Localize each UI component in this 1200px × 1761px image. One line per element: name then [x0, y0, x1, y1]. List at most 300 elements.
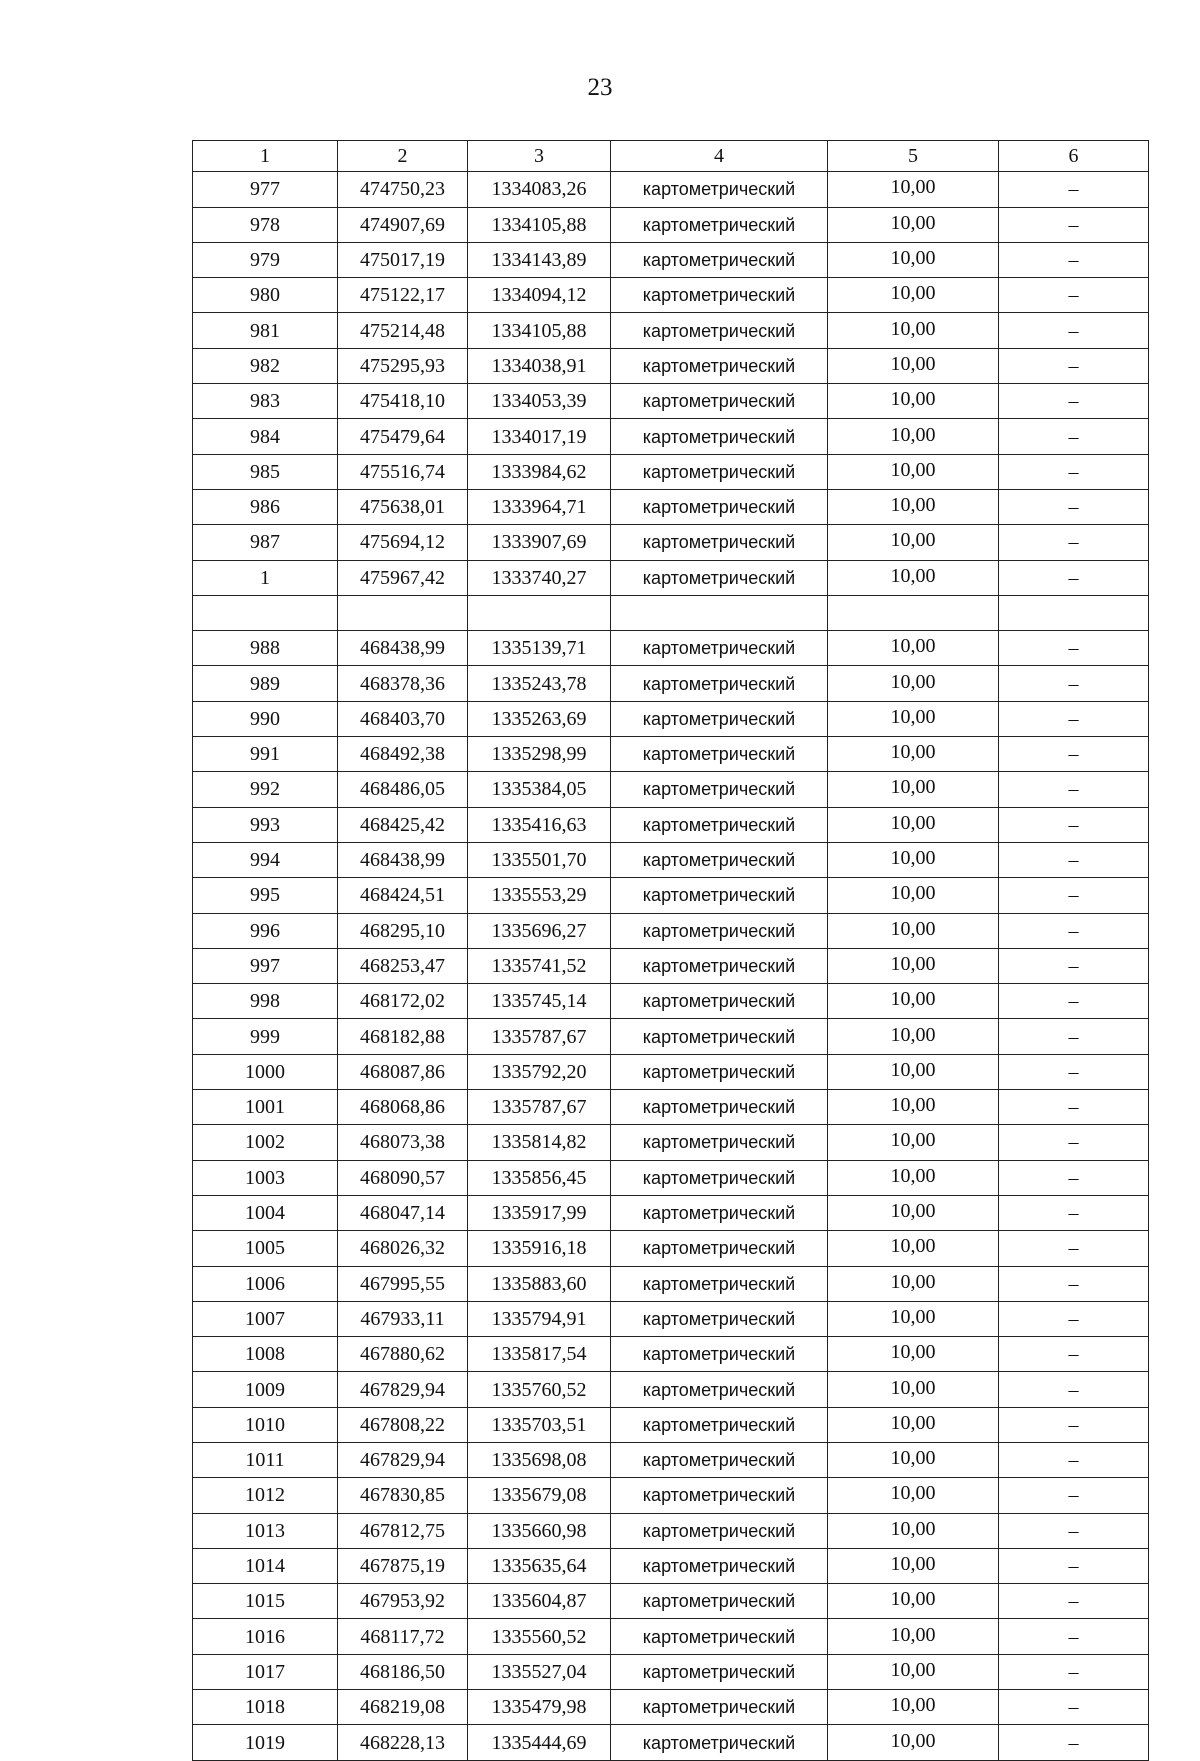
cell-x-coordinate: 468182,88	[338, 1019, 468, 1054]
cell-note: –	[999, 242, 1149, 277]
cell-y-coordinate: 1335660,98	[468, 1513, 611, 1548]
table-row	[193, 1725, 1149, 1760]
table-row	[193, 1019, 1149, 1054]
table-row	[193, 348, 1149, 383]
cell-x-coordinate: 468425,42	[338, 807, 468, 842]
cell-y-coordinate: 1335794,91	[468, 1301, 611, 1336]
cell-x-coordinate: 467995,55	[338, 1266, 468, 1301]
cell-accuracy: 10,00	[828, 1725, 999, 1760]
cell-method: картометрический	[611, 842, 828, 877]
cell-accuracy: 10,00	[828, 1301, 999, 1336]
column-header-method: 4	[611, 141, 828, 172]
cell-note: –	[999, 313, 1149, 348]
cell-x-coordinate	[338, 595, 468, 630]
table-row	[193, 384, 1149, 419]
cell-note: –	[999, 1231, 1149, 1266]
cell-x-coordinate: 468047,14	[338, 1195, 468, 1230]
cell-y-coordinate: 1335787,67	[468, 1090, 611, 1125]
cell-method: картометрический	[611, 984, 828, 1019]
cell-point-number: 1018	[193, 1690, 338, 1725]
cell-note: –	[999, 913, 1149, 948]
table-row	[193, 1654, 1149, 1689]
table-row	[193, 1195, 1149, 1230]
cell-accuracy: 10,00	[828, 666, 999, 701]
table-row	[193, 1442, 1149, 1477]
cell-x-coordinate: 468219,08	[338, 1690, 468, 1725]
cell-y-coordinate: 1334053,39	[468, 384, 611, 419]
cell-method: картометрический	[611, 1725, 828, 1760]
cell-x-coordinate: 468403,70	[338, 701, 468, 736]
cell-method: картометрический	[611, 737, 828, 772]
cell-method: картометрический	[611, 1690, 828, 1725]
table-row	[193, 1337, 1149, 1372]
cell-note: –	[999, 207, 1149, 242]
table-row	[193, 278, 1149, 313]
cell-note: –	[999, 560, 1149, 595]
cell-x-coordinate: 475516,74	[338, 454, 468, 489]
table-row	[193, 878, 1149, 913]
cell-y-coordinate: 1335384,05	[468, 772, 611, 807]
cell-y-coordinate: 1335696,27	[468, 913, 611, 948]
table-header-row	[193, 141, 1149, 172]
cell-point-number: 993	[193, 807, 338, 842]
table-row	[193, 1478, 1149, 1513]
table-row	[193, 1054, 1149, 1089]
cell-method: картометрический	[611, 913, 828, 948]
cell-method: картометрический	[611, 807, 828, 842]
cell-y-coordinate: 1335679,08	[468, 1478, 611, 1513]
cell-point-number: 998	[193, 984, 338, 1019]
cell-x-coordinate: 467829,94	[338, 1372, 468, 1407]
cell-x-coordinate: 475694,12	[338, 525, 468, 560]
cell-note: –	[999, 1513, 1149, 1548]
table-row	[193, 666, 1149, 701]
cell-method: картометрический	[611, 313, 828, 348]
cell-accuracy: 10,00	[828, 1090, 999, 1125]
cell-x-coordinate: 468117,72	[338, 1619, 468, 1654]
cell-accuracy: 10,00	[828, 807, 999, 842]
cell-point-number: 1010	[193, 1407, 338, 1442]
cell-method: картометрический	[611, 348, 828, 383]
cell-note: –	[999, 1301, 1149, 1336]
cell-note: –	[999, 1266, 1149, 1301]
cell-point-number: 1016	[193, 1619, 338, 1654]
cell-note: –	[999, 1160, 1149, 1195]
cell-method: картометрический	[611, 207, 828, 242]
cell-point-number: 1007	[193, 1301, 338, 1336]
cell-accuracy: 10,00	[828, 1019, 999, 1054]
cell-x-coordinate: 468090,57	[338, 1160, 468, 1195]
cell-point-number: 1006	[193, 1266, 338, 1301]
cell-method: картометрический	[611, 1160, 828, 1195]
cell-point-number: 980	[193, 278, 338, 313]
cell-accuracy: 10,00	[828, 1407, 999, 1442]
cell-method: картометрический	[611, 172, 828, 207]
cell-x-coordinate: 468486,05	[338, 772, 468, 807]
cell-y-coordinate: 1334105,88	[468, 313, 611, 348]
cell-x-coordinate: 467933,11	[338, 1301, 468, 1336]
cell-accuracy: 10,00	[828, 878, 999, 913]
cell-x-coordinate: 467953,92	[338, 1584, 468, 1619]
table-row	[193, 1372, 1149, 1407]
cell-accuracy: 10,00	[828, 1619, 999, 1654]
cell-y-coordinate: 1335501,70	[468, 842, 611, 877]
cell-method: картометрический	[611, 419, 828, 454]
cell-y-coordinate: 1335787,67	[468, 1019, 611, 1054]
cell-accuracy: 10,00	[828, 419, 999, 454]
cell-y-coordinate: 1335814,82	[468, 1125, 611, 1160]
table-row	[193, 1548, 1149, 1583]
cell-note: –	[999, 1054, 1149, 1089]
cell-note: –	[999, 348, 1149, 383]
cell-y-coordinate: 1335604,87	[468, 1584, 611, 1619]
table-row	[193, 1407, 1149, 1442]
cell-method: картометрический	[611, 878, 828, 913]
table-row	[193, 525, 1149, 560]
cell-point-number: 997	[193, 948, 338, 983]
table-row	[193, 1513, 1149, 1548]
table-row	[193, 807, 1149, 842]
table-row	[193, 913, 1149, 948]
table-row	[193, 560, 1149, 595]
cell-y-coordinate: 1335760,52	[468, 1372, 611, 1407]
cell-note: –	[999, 172, 1149, 207]
cell-method: картометрический	[611, 701, 828, 736]
cell-method: картометрический	[611, 1337, 828, 1372]
coordinates-table	[192, 140, 1149, 1761]
table-row	[193, 419, 1149, 454]
table-row	[193, 172, 1149, 207]
cell-accuracy: 10,00	[828, 1160, 999, 1195]
cell-accuracy: 10,00	[828, 1372, 999, 1407]
cell-x-coordinate: 468295,10	[338, 913, 468, 948]
cell-note: –	[999, 878, 1149, 913]
cell-point-number	[193, 595, 338, 630]
cell-y-coordinate: 1333964,71	[468, 489, 611, 524]
column-header-accuracy: 5	[828, 141, 999, 172]
cell-accuracy: 10,00	[828, 1195, 999, 1230]
cell-y-coordinate: 1335416,63	[468, 807, 611, 842]
cell-y-coordinate: 1334094,12	[468, 278, 611, 313]
cell-note: –	[999, 1584, 1149, 1619]
cell-method: картометрический	[611, 1619, 828, 1654]
cell-x-coordinate: 475122,17	[338, 278, 468, 313]
cell-x-coordinate: 474907,69	[338, 207, 468, 242]
cell-accuracy: 10,00	[828, 701, 999, 736]
table-row	[193, 1690, 1149, 1725]
cell-note: –	[999, 842, 1149, 877]
cell-accuracy: 10,00	[828, 1266, 999, 1301]
cell-accuracy: 10,00	[828, 842, 999, 877]
cell-method: картометрический	[611, 631, 828, 666]
cell-x-coordinate: 475017,19	[338, 242, 468, 277]
cell-point-number: 989	[193, 666, 338, 701]
cell-note: –	[999, 1442, 1149, 1477]
cell-point-number: 991	[193, 737, 338, 772]
cell-y-coordinate: 1335444,69	[468, 1725, 611, 1760]
cell-note: –	[999, 1478, 1149, 1513]
cell-point-number: 1004	[193, 1195, 338, 1230]
cell-accuracy: 10,00	[828, 1654, 999, 1689]
cell-y-coordinate: 1335792,20	[468, 1054, 611, 1089]
table-row	[193, 242, 1149, 277]
cell-point-number: 1	[193, 560, 338, 595]
cell-x-coordinate: 468186,50	[338, 1654, 468, 1689]
cell-accuracy: 10,00	[828, 631, 999, 666]
cell-note: –	[999, 1725, 1149, 1760]
cell-x-coordinate: 467830,85	[338, 1478, 468, 1513]
cell-point-number: 1014	[193, 1548, 338, 1583]
cell-x-coordinate: 475638,01	[338, 489, 468, 524]
column-header-note: 6	[999, 141, 1149, 172]
table-row	[193, 1090, 1149, 1125]
cell-x-coordinate: 475967,42	[338, 560, 468, 595]
cell-point-number: 1001	[193, 1090, 338, 1125]
cell-x-coordinate: 468424,51	[338, 878, 468, 913]
cell-point-number: 1003	[193, 1160, 338, 1195]
cell-method	[611, 595, 828, 630]
cell-accuracy: 10,00	[828, 525, 999, 560]
cell-y-coordinate: 1334105,88	[468, 207, 611, 242]
cell-note	[999, 595, 1149, 630]
cell-point-number: 984	[193, 419, 338, 454]
cell-point-number: 1011	[193, 1442, 338, 1477]
cell-method: картометрический	[611, 1019, 828, 1054]
cell-note: –	[999, 1195, 1149, 1230]
table-row	[193, 1584, 1149, 1619]
cell-x-coordinate: 468438,99	[338, 842, 468, 877]
cell-method: картометрический	[611, 1231, 828, 1266]
cell-method: картометрический	[611, 1513, 828, 1548]
cell-note: –	[999, 454, 1149, 489]
cell-accuracy: 10,00	[828, 454, 999, 489]
cell-point-number: 1009	[193, 1372, 338, 1407]
cell-x-coordinate: 468087,86	[338, 1054, 468, 1089]
cell-point-number: 1012	[193, 1478, 338, 1513]
table-row	[193, 842, 1149, 877]
cell-method: картометрический	[611, 1407, 828, 1442]
cell-note: –	[999, 666, 1149, 701]
cell-point-number: 977	[193, 172, 338, 207]
cell-y-coordinate: 1334143,89	[468, 242, 611, 277]
page-number: 23	[587, 74, 613, 101]
cell-x-coordinate: 475295,93	[338, 348, 468, 383]
cell-x-coordinate: 467880,62	[338, 1337, 468, 1372]
cell-y-coordinate: 1334017,19	[468, 419, 611, 454]
cell-y-coordinate: 1335479,98	[468, 1690, 611, 1725]
cell-note: –	[999, 1019, 1149, 1054]
cell-y-coordinate: 1335527,04	[468, 1654, 611, 1689]
cell-accuracy: 10,00	[828, 1231, 999, 1266]
cell-y-coordinate: 1335703,51	[468, 1407, 611, 1442]
cell-accuracy: 10,00	[828, 560, 999, 595]
cell-x-coordinate: 467875,19	[338, 1548, 468, 1583]
table-row	[193, 772, 1149, 807]
cell-accuracy: 10,00	[828, 348, 999, 383]
cell-point-number: 979	[193, 242, 338, 277]
cell-method: картометрический	[611, 1195, 828, 1230]
cell-x-coordinate: 468026,32	[338, 1231, 468, 1266]
cell-note: –	[999, 525, 1149, 560]
cell-method: картометрический	[611, 1584, 828, 1619]
cell-accuracy: 10,00	[828, 984, 999, 1019]
cell-point-number: 995	[193, 878, 338, 913]
cell-accuracy	[828, 595, 999, 630]
cell-point-number: 988	[193, 631, 338, 666]
cell-note: –	[999, 1337, 1149, 1372]
cell-accuracy: 10,00	[828, 172, 999, 207]
cell-note: –	[999, 489, 1149, 524]
cell-note: –	[999, 1090, 1149, 1125]
cell-y-coordinate: 1333984,62	[468, 454, 611, 489]
cell-point-number: 992	[193, 772, 338, 807]
cell-method: картометрический	[611, 1266, 828, 1301]
cell-note: –	[999, 1619, 1149, 1654]
cell-x-coordinate: 467829,94	[338, 1442, 468, 1477]
table-row	[193, 1619, 1149, 1654]
cell-x-coordinate: 468438,99	[338, 631, 468, 666]
table-row	[193, 737, 1149, 772]
cell-y-coordinate: 1333740,27	[468, 560, 611, 595]
cell-method: картометрический	[611, 1372, 828, 1407]
cell-method: картометрический	[611, 560, 828, 595]
cell-point-number: 987	[193, 525, 338, 560]
column-header-x-coordinate: 2	[338, 141, 468, 172]
cell-note: –	[999, 701, 1149, 736]
cell-method: картометрический	[611, 454, 828, 489]
cell-method: картометрический	[611, 384, 828, 419]
cell-method: картометрический	[611, 1125, 828, 1160]
cell-point-number: 978	[193, 207, 338, 242]
cell-x-coordinate: 474750,23	[338, 172, 468, 207]
cell-y-coordinate: 1335745,14	[468, 984, 611, 1019]
cell-accuracy: 10,00	[828, 913, 999, 948]
cell-y-coordinate: 1335856,45	[468, 1160, 611, 1195]
cell-point-number: 1017	[193, 1654, 338, 1689]
cell-y-coordinate: 1335917,99	[468, 1195, 611, 1230]
cell-method: картометрический	[611, 1301, 828, 1336]
cell-point-number: 1008	[193, 1337, 338, 1372]
cell-accuracy: 10,00	[828, 1584, 999, 1619]
cell-method: картометрический	[611, 1478, 828, 1513]
table-row	[193, 489, 1149, 524]
cell-y-coordinate: 1335263,69	[468, 701, 611, 736]
table-row	[193, 313, 1149, 348]
cell-note: –	[999, 1372, 1149, 1407]
cell-y-coordinate: 1335698,08	[468, 1442, 611, 1477]
cell-accuracy: 10,00	[828, 1478, 999, 1513]
cell-note: –	[999, 948, 1149, 983]
cell-accuracy: 10,00	[828, 737, 999, 772]
cell-accuracy: 10,00	[828, 242, 999, 277]
cell-method: картометрический	[611, 1054, 828, 1089]
cell-y-coordinate: 1335883,60	[468, 1266, 611, 1301]
table-row	[193, 701, 1149, 736]
cell-method: картометрический	[611, 1442, 828, 1477]
cell-accuracy: 10,00	[828, 278, 999, 313]
cell-method: картометрический	[611, 666, 828, 701]
cell-y-coordinate: 1335817,54	[468, 1337, 611, 1372]
cell-point-number: 1015	[193, 1584, 338, 1619]
cell-note: –	[999, 1407, 1149, 1442]
table-row	[193, 207, 1149, 242]
cell-point-number: 982	[193, 348, 338, 383]
cell-y-coordinate: 1335916,18	[468, 1231, 611, 1266]
cell-x-coordinate: 468073,38	[338, 1125, 468, 1160]
cell-accuracy: 10,00	[828, 1548, 999, 1583]
cell-method: картометрический	[611, 1090, 828, 1125]
table-row	[193, 631, 1149, 666]
cell-accuracy: 10,00	[828, 1442, 999, 1477]
cell-note: –	[999, 807, 1149, 842]
cell-x-coordinate: 468068,86	[338, 1090, 468, 1125]
cell-accuracy: 10,00	[828, 1125, 999, 1160]
cell-method: картометрический	[611, 948, 828, 983]
cell-y-coordinate: 1335560,52	[468, 1619, 611, 1654]
cell-point-number: 1019	[193, 1725, 338, 1760]
table-body	[193, 141, 1149, 1761]
cell-x-coordinate: 475418,10	[338, 384, 468, 419]
cell-note: –	[999, 984, 1149, 1019]
cell-x-coordinate: 475479,64	[338, 419, 468, 454]
cell-point-number: 990	[193, 701, 338, 736]
table-row	[193, 948, 1149, 983]
cell-note: –	[999, 737, 1149, 772]
cell-x-coordinate: 475214,48	[338, 313, 468, 348]
cell-note: –	[999, 384, 1149, 419]
cell-y-coordinate: 1335635,64	[468, 1548, 611, 1583]
table-row	[193, 1266, 1149, 1301]
cell-point-number: 1013	[193, 1513, 338, 1548]
cell-accuracy: 10,00	[828, 1690, 999, 1725]
cell-y-coordinate: 1335298,99	[468, 737, 611, 772]
cell-y-coordinate: 1335139,71	[468, 631, 611, 666]
cell-x-coordinate: 468492,38	[338, 737, 468, 772]
cell-note: –	[999, 631, 1149, 666]
cell-x-coordinate: 468228,13	[338, 1725, 468, 1760]
cell-method: картометрический	[611, 525, 828, 560]
cell-y-coordinate: 1334083,26	[468, 172, 611, 207]
cell-x-coordinate: 468253,47	[338, 948, 468, 983]
cell-accuracy: 10,00	[828, 1337, 999, 1372]
cell-note: –	[999, 1690, 1149, 1725]
cell-method: картометрический	[611, 278, 828, 313]
cell-note: –	[999, 1125, 1149, 1160]
cell-method: картометрический	[611, 1654, 828, 1689]
column-header-y-coordinate: 3	[468, 141, 611, 172]
cell-accuracy: 10,00	[828, 313, 999, 348]
cell-point-number: 985	[193, 454, 338, 489]
cell-x-coordinate: 468378,36	[338, 666, 468, 701]
cell-method: картометрический	[611, 1548, 828, 1583]
cell-x-coordinate: 467808,22	[338, 1407, 468, 1442]
cell-method: картометрический	[611, 489, 828, 524]
table-row	[193, 1160, 1149, 1195]
cell-note: –	[999, 278, 1149, 313]
cell-accuracy: 10,00	[828, 207, 999, 242]
cell-y-coordinate	[468, 595, 611, 630]
cell-note: –	[999, 1654, 1149, 1689]
cell-y-coordinate: 1335243,78	[468, 666, 611, 701]
cell-x-coordinate: 468172,02	[338, 984, 468, 1019]
cell-y-coordinate: 1335553,29	[468, 878, 611, 913]
cell-accuracy: 10,00	[828, 772, 999, 807]
table-row	[193, 984, 1149, 1019]
cell-note: –	[999, 772, 1149, 807]
cell-point-number: 1000	[193, 1054, 338, 1089]
column-header-point-number: 1	[193, 141, 338, 172]
cell-accuracy: 10,00	[828, 1513, 999, 1548]
